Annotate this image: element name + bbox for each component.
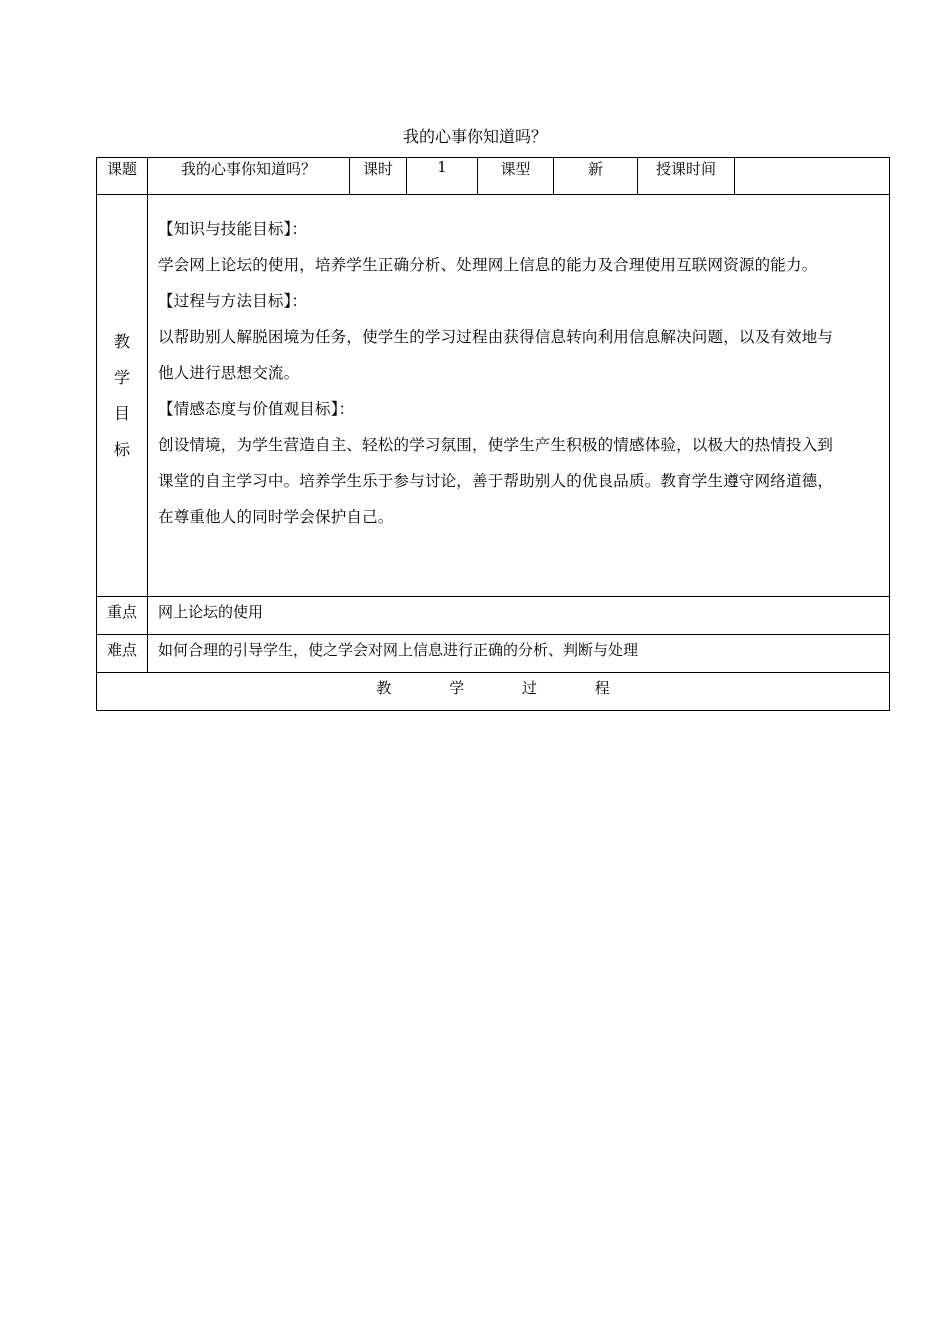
difficulty-label: 难点	[97, 635, 148, 673]
goals-label	[97, 195, 148, 597]
emotion-goal-text: 创设情境，为学生营造自主、轻松的学习氛围，使学生产生积极的情感体验，以极大的热情投入到	[158, 436, 834, 454]
hours-value: 1	[407, 158, 478, 195]
type-label: 课型	[478, 158, 554, 195]
teaching-process-row	[97, 673, 890, 711]
goals-label-char: 目	[113, 403, 130, 423]
time-label: 授课时间	[638, 158, 735, 195]
process-goal-heading: 【过程与方法目标】：	[158, 292, 308, 310]
process-heading-char: 程	[594, 679, 610, 697]
key-point-row	[97, 597, 890, 635]
key-point-value: 网上论坛的使用	[148, 597, 890, 635]
goals-label-char: 教	[113, 331, 130, 351]
process-heading-char: 过	[521, 679, 537, 697]
topic-value: 我的心事你知道吗？	[148, 158, 350, 195]
topic-label: 课题	[97, 158, 148, 195]
emotion-goal-heading: 【情感态度与价值观目标】：	[158, 400, 355, 418]
knowledge-goal-heading: 【知识与技能目标】：	[158, 220, 308, 238]
emotion-goal-text: 在尊重他人的同时学会保护自己。	[158, 508, 394, 526]
process-heading-char: 教	[376, 679, 392, 697]
time-value	[735, 158, 890, 195]
process-heading-char: 学	[449, 679, 465, 697]
header-row	[97, 158, 890, 195]
goals-row	[97, 195, 890, 597]
hours-label: 课时	[350, 158, 407, 195]
teaching-process-heading	[97, 673, 890, 711]
difficulty-value: 如何合理的引导学生，使之学会对网上信息进行正确的分析、判断与处理	[148, 635, 890, 673]
goals-label-char: 学	[113, 367, 130, 387]
process-goal-text: 他人进行思想交流。	[158, 364, 300, 382]
knowledge-goal-text: 学会网上论坛的使用，培养学生正确分析、处理网上信息的能力及合理使用互联网资源的能力。	[158, 256, 818, 274]
goals-label-char: 标	[113, 439, 130, 459]
page-title: 我的心事你知道吗？	[402, 127, 547, 146]
lesson-plan-table	[96, 157, 890, 711]
process-goal-text: 以帮助别人解脱困境为任务，使学生的学习过程由获得信息转向利用信息解决问题，以及有效地与	[158, 328, 834, 346]
difficulty-row	[97, 635, 890, 673]
emotion-goal-text: 课堂的自主学习中。培养学生乐于参与讨论，善于帮助别人的优良品质。教育学生遵守网络道德，	[158, 472, 834, 490]
key-point-label: 重点	[97, 597, 148, 635]
type-value: 新	[554, 158, 638, 195]
goals-content	[148, 195, 890, 597]
